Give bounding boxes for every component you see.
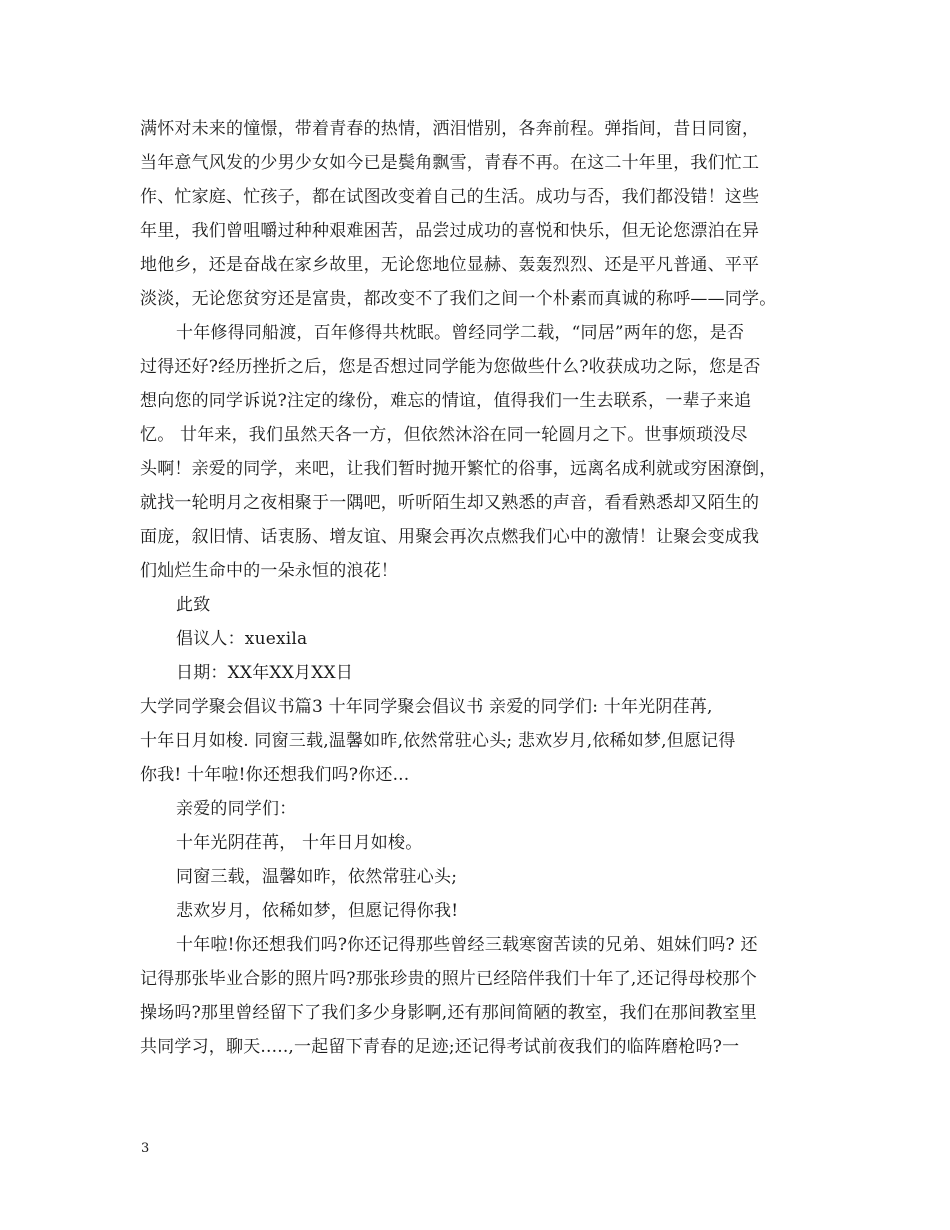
text-line: 们灿烂生命中的一朵永恒的浪花！ [140, 561, 398, 581]
text-line: 当年意气风发的少男少女如今已是鬓角飘雪，青春不再。在这二十年里，我们忙工 [140, 153, 760, 173]
salutation: 此致 [176, 595, 211, 615]
text-line: 头啊！亲爱的同学，来吧，让我们暂时抛开繁忙的俗事，远离名成利就或穷困潦倒， [140, 459, 777, 479]
text-line: 作、忙家庭、忙孩子，都在试图改变着自己的生活。成功与否，我们都没错！这些 [140, 187, 760, 207]
text-line: 你我! 十年啦!你还想我们吗?你还... [140, 765, 410, 785]
text-line: 地他乡，还是奋战在家乡故里，无论您地位显赫、轰轰烈烈、还是平凡普通、平平 [140, 255, 760, 275]
text-line: 过得还好?经历挫折之后，您是否想过同学能为您做些什么?收获成功之际，您是否 [140, 357, 761, 377]
text-line: 就找一轮明月之夜相聚于一隅吧，听听陌生却又熟悉的声音，看看熟悉却又陌生的 [140, 493, 760, 513]
text-line: 共同学习，聊天.....,一起留下青春的足迹;还记得考试前夜我们的临阵磨枪吗?一 [140, 1037, 740, 1057]
date-line: 日期：XX年XX月XX日 [176, 663, 354, 683]
text-line: 年里，我们曾咀嚼过种种艰难困苦，品尝过成功的喜悦和快乐，但无论您漂泊在异 [140, 221, 760, 241]
text-line: 同窗三载，温馨如昨，依然常驻心头; [176, 867, 458, 887]
text-line: 忆。 廿年来，我们虽然天各一方，但依然沐浴在同一轮圆月之下。世事烦琐没尽 [140, 425, 748, 445]
section-heading-line: 大学同学聚会倡议书篇3 十年同学聚会倡议书 亲爱的同学们: 十年光阴荏苒, [140, 697, 713, 717]
text-line: 淡淡，无论您贫穷还是富贵，都改变不了我们之间一个朴素而真诚的称呼——同学。 [140, 289, 777, 309]
text-line: 满怀对未来的憧憬，带着青春的热情，洒泪惜别，各奔前程。弹指间，昔日同窗， [140, 119, 760, 139]
page-number: 3 [141, 1141, 150, 1156]
text-line: 十年光阴荏苒， 十年日月如梭。 [176, 833, 423, 853]
text-line: 十年啦!你还想我们吗?你还记得那些曾经三载寒窗苦读的兄弟、姐妹们吗? 还 [176, 935, 758, 955]
signatory: 倡议人：xuexila [176, 629, 308, 649]
text-line: 悲欢岁月，依稀如梦，但愿记得你我! [176, 901, 459, 921]
text-line: 记得那张毕业合影的照片吗?那张珍贵的照片已经陪伴我们十年了,还记得母校那个 [140, 969, 757, 989]
text-line: 十年修得同船渡，百年修得共枕眠。曾经同学二载，“同居”两年的您，是否 [176, 323, 745, 343]
text-line: 十年日月如梭. 同窗三载,温馨如昨,依然常驻心头; 悲欢岁月,依稀如梦,但愿记得 [140, 731, 736, 751]
text-line: 操场吗?那里曾经留下了我们多少身影啊,还有那间简陋的教室，我们在那间教室里 [140, 1003, 757, 1023]
text-line: 想向您的同学诉说?注定的缘份，难忘的情谊，值得我们一生去联系，一辈子来追 [140, 391, 752, 411]
greeting: 亲爱的同学们： [176, 799, 297, 819]
text-line: 面庞，叙旧情、话衷肠、增友谊、用聚会再次点燃我们心中的激情！让聚会变成我 [140, 527, 760, 547]
